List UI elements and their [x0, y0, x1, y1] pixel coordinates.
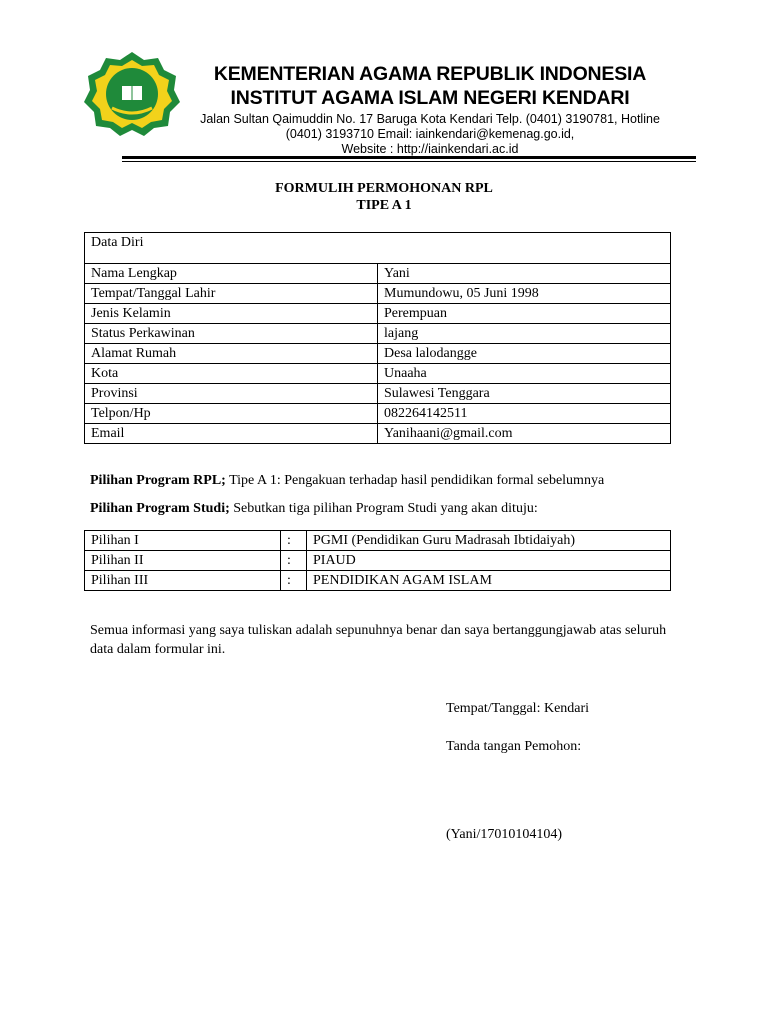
table-row — [85, 264, 671, 284]
data-diri-heading: Data Diri — [85, 233, 671, 264]
choice-separator: : — [281, 551, 307, 571]
header-divider-thick — [122, 156, 696, 159]
table-row — [85, 284, 671, 304]
form-title: FORMULIH PERMOHONAN RPL — [275, 181, 493, 196]
row-value: Unaaha — [378, 364, 671, 384]
iain-kendari-emblem-icon — [82, 50, 182, 136]
row-value: Mumundowu, 05 Juni 1998 — [378, 284, 671, 304]
row-value: lajang — [378, 324, 671, 344]
row-label: Alamat Rumah — [85, 344, 378, 364]
row-label: Email — [85, 424, 378, 444]
address-line-3: Website : http://iainkendari.ac.id — [341, 142, 519, 156]
row-value: Yanihaani@gmail.com — [378, 424, 671, 444]
program-rpl-text: Tipe A 1: Pengakuan terhadap hasil pendidikan formal sebelumnya — [225, 473, 605, 488]
choice-label: Pilihan III — [85, 571, 281, 591]
choice-value: PIAUD — [307, 551, 671, 571]
address-line-1: Jalan Sultan Qaimuddin No. 17 Baruga Kota Kendari Telp. (0401) 3190781, Hotline — [200, 112, 660, 126]
table-row — [85, 304, 671, 324]
header-divider-thin — [122, 161, 696, 162]
table-row — [85, 531, 671, 551]
institute-name: INSTITUT AGAMA ISLAM NEGERI KENDARI — [230, 87, 630, 109]
applicant-name-id: (Yani/17010104104) — [446, 827, 563, 842]
row-label: Tempat/Tanggal Lahir — [85, 284, 378, 304]
row-value: 082264142511 — [378, 404, 671, 424]
row-label: Status Perkawinan — [85, 324, 378, 344]
table-header-row — [85, 233, 671, 264]
choice-label: Pilihan I — [85, 531, 281, 551]
form-subtitle: TIPE A 1 — [356, 198, 412, 213]
choice-value: PGMI (Pendidikan Guru Madrasah Ibtidaiyah) — [307, 531, 671, 551]
table-row — [85, 424, 671, 444]
program-studi-line — [90, 499, 538, 518]
choice-value: PENDIDIKAN AGAM ISLAM — [307, 571, 671, 591]
choice-separator: : — [281, 571, 307, 591]
program-choice-table — [84, 530, 671, 591]
row-value: Perempuan — [378, 304, 671, 324]
place-date: Tempat/Tanggal: Kendari — [446, 701, 590, 716]
row-value: Desa lalodangge — [378, 344, 671, 364]
table-row — [85, 344, 671, 364]
declaration-statement: Semua informasi yang saya tuliskan adalah sepunuhnya benar dan saya bertanggungjawab atas seluruh data dalam formular ini. — [90, 623, 667, 657]
row-label: Jenis Kelamin — [85, 304, 378, 324]
ministry-name: KEMENTERIAN AGAMA REPUBLIK INDONESIA — [213, 63, 647, 85]
choice-label: Pilihan II — [85, 551, 281, 571]
table-row — [85, 384, 671, 404]
program-studi-text: Sebutkan tiga pilihan Program Studi yang akan dituju: — [229, 501, 538, 516]
personal-data-table — [84, 232, 671, 444]
choice-separator: : — [281, 531, 307, 551]
row-label: Telpon/Hp — [85, 404, 378, 424]
row-value: Yani — [378, 264, 671, 284]
table-row — [85, 364, 671, 384]
table-row — [85, 324, 671, 344]
signature-label: Tanda tangan Pemohon: — [446, 739, 582, 754]
address-line-2: (0401) 3193710 Email: iainkendari@kemenag.go.id, — [285, 127, 575, 141]
table-row — [85, 551, 671, 571]
row-label: Kota — [85, 364, 378, 384]
row-label: Provinsi — [85, 384, 378, 404]
letterhead — [190, 62, 670, 157]
row-value: Sulawesi Tenggara — [378, 384, 671, 404]
program-rpl-line — [90, 471, 604, 490]
table-row — [85, 404, 671, 424]
program-studi-label: Pilihan Program Studi; — [90, 501, 230, 516]
row-label: Nama Lengkap — [85, 264, 378, 284]
table-row — [85, 571, 671, 591]
program-rpl-label: Pilihan Program RPL; — [90, 473, 226, 488]
